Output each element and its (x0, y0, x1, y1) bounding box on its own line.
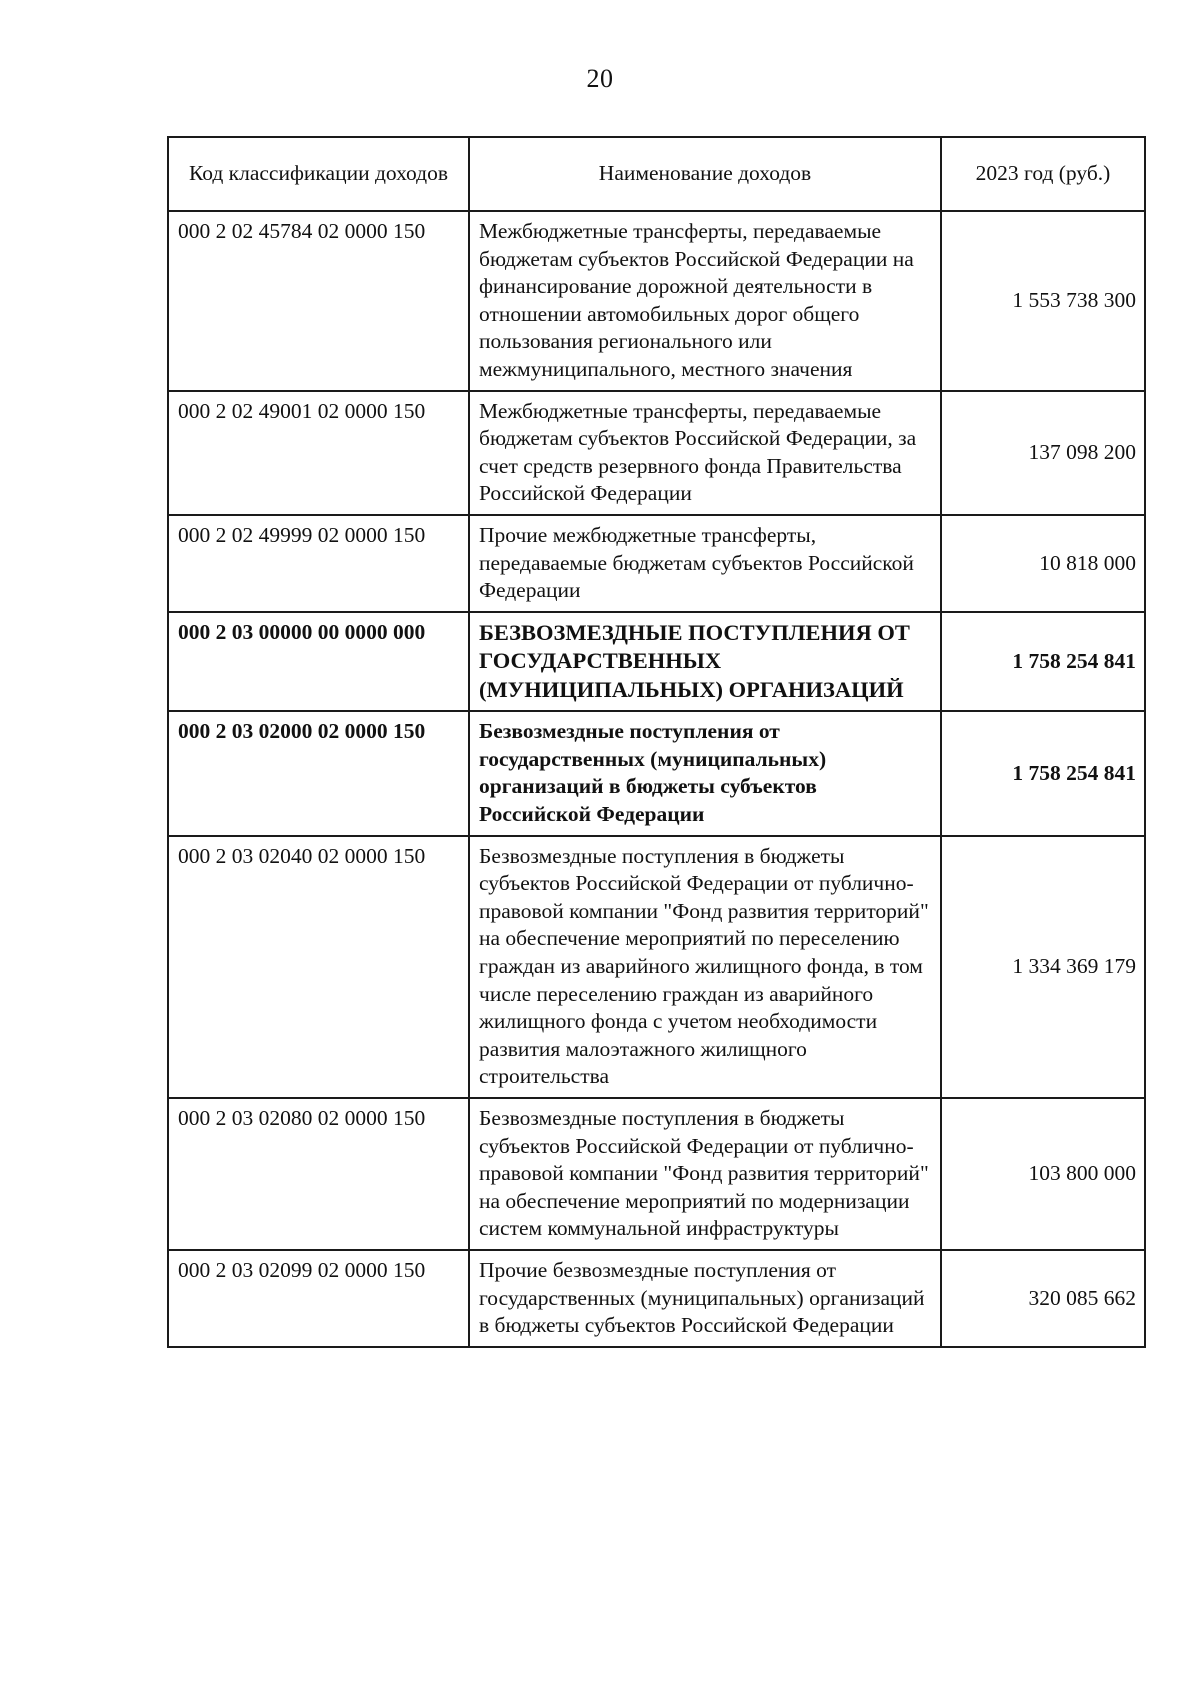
revenue-table (167, 136, 1146, 1348)
revenue-amount: 1 334 369 179 (941, 836, 1145, 1098)
header-name: Наименование доходов (469, 137, 941, 211)
table-row (168, 391, 1145, 515)
revenue-name: Прочие безвозмездные поступления от государственных (муниципальных) организаций в бюджеты субъектов Российской Федерации (469, 1250, 941, 1347)
revenue-amount: 103 800 000 (941, 1098, 1145, 1250)
table-row (168, 211, 1145, 391)
classification-code: 000 2 03 02080 02 0000 150 (168, 1098, 469, 1250)
table-row-group-header (168, 612, 1145, 712)
revenue-name: Безвозмездные поступления в бюджеты субъектов Российской Федерации от публично-правовой компании "Фонд развития территорий" на обеспечение мероприятий по модернизации систем коммунальной инфраструктуры (469, 1098, 941, 1250)
revenue-amount: 10 818 000 (941, 515, 1145, 612)
revenue-amount: 1 758 254 841 (941, 711, 1145, 835)
revenue-amount: 1 553 738 300 (941, 211, 1145, 391)
header-code: Код классификации доходов (168, 137, 469, 211)
revenue-amount: 1 758 254 841 (941, 612, 1145, 712)
revenue-name: Безвозмездные поступления в бюджеты субъектов Российской Федерации от публично-правовой компании "Фонд развития территорий" на обеспечение мероприятий по переселению граждан из аварийного жилищного фонда, в том числе переселению граждан из аварийного жилищного фонда с учетом необходимости развития малоэтажного жилищного строительства (469, 836, 941, 1098)
table-row (168, 1250, 1145, 1347)
revenue-name: БЕЗВОЗМЕЗДНЫЕ ПОСТУПЛЕНИЯ ОТ ГОСУДАРСТВЕННЫХ (МУНИЦИПАЛЬНЫХ) ОРГАНИЗАЦИЙ (469, 612, 941, 712)
page-number: 20 (586, 64, 614, 93)
revenue-name: Межбюджетные трансферты, передаваемые бюджетам субъектов Российской Федерации, за счет средств резервного фонда Правительства Российской Федерации (469, 391, 941, 515)
revenue-name: Межбюджетные трансферты, передаваемые бюджетам субъектов Российской Федерации на финансирование дорожной деятельности в отношении автомобильных дорог общего пользования регионального или межмуниципального, местного значения (469, 211, 941, 391)
table-row-subgroup-header (168, 711, 1145, 835)
classification-code: 000 2 02 49001 02 0000 150 (168, 391, 469, 515)
classification-code: 000 2 03 00000 00 0000 000 (168, 612, 469, 712)
header-amount: 2023 год (руб.) (941, 137, 1145, 211)
classification-code: 000 2 02 49999 02 0000 150 (168, 515, 469, 612)
classification-code: 000 2 03 02000 02 0000 150 (168, 711, 469, 835)
revenue-amount: 137 098 200 (941, 391, 1145, 515)
revenue-amount: 320 085 662 (941, 1250, 1145, 1347)
table-row (168, 515, 1145, 612)
revenue-name: Прочие межбюджетные трансферты, передаваемые бюджетам субъектов Российской Федерации (469, 515, 941, 612)
table-header-row (168, 137, 1145, 211)
table-row (168, 836, 1145, 1098)
classification-code: 000 2 02 45784 02 0000 150 (168, 211, 469, 391)
table-row (168, 1098, 1145, 1250)
classification-code: 000 2 03 02040 02 0000 150 (168, 836, 469, 1098)
revenue-name: Безвозмездные поступления от государственных (муниципальных) организаций в бюджеты субъектов Российской Федерации (469, 711, 941, 835)
classification-code: 000 2 03 02099 02 0000 150 (168, 1250, 469, 1347)
